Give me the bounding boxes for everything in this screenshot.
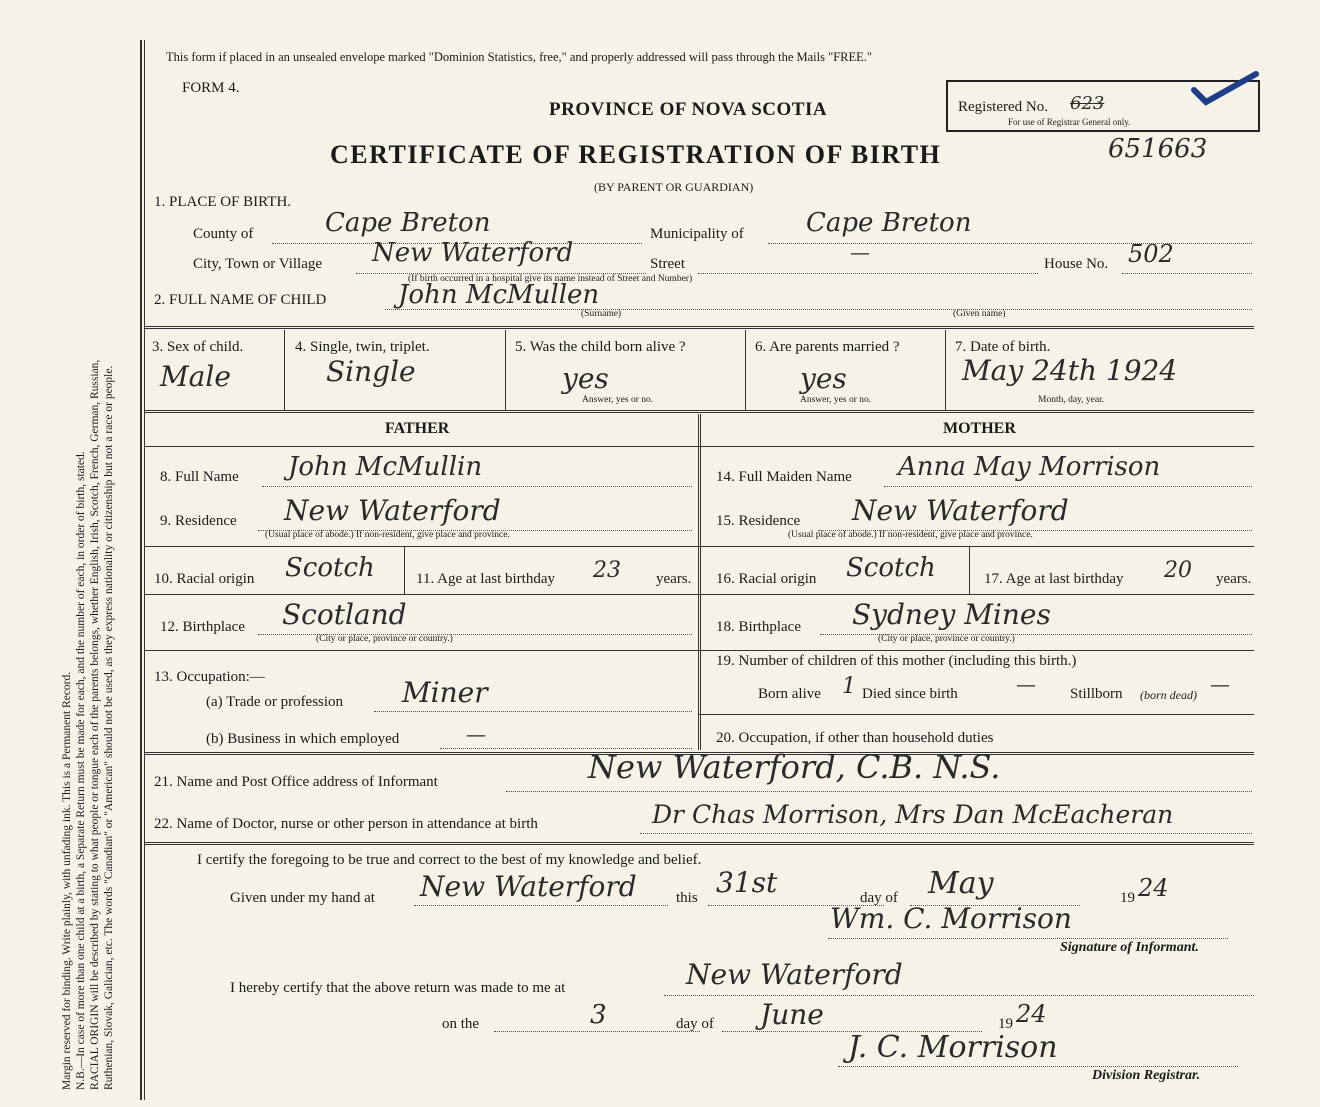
city-value: New Waterford bbox=[372, 238, 574, 268]
mother-race-label: 16. Racial origin bbox=[716, 571, 817, 587]
father-occupation-label: 13. Occupation:— bbox=[154, 669, 265, 685]
registrar-on-label: on the bbox=[442, 1016, 480, 1032]
born-alive-value: yes bbox=[562, 362, 609, 395]
informant-signature-label: Signature of Informant. bbox=[1060, 940, 1199, 955]
father-heading: FATHER bbox=[385, 420, 450, 437]
handwritten-registration-number: 651663 bbox=[1108, 134, 1208, 164]
stillborn-value: — bbox=[1210, 672, 1230, 696]
divider bbox=[144, 410, 1254, 413]
house-number-value: 502 bbox=[1128, 240, 1174, 268]
mother-name-value: Anna May Morrison bbox=[898, 452, 1161, 482]
business-value: — bbox=[466, 722, 486, 746]
father-residence-value: New Waterford bbox=[284, 494, 501, 527]
sex-label: 3. Sex of child. bbox=[152, 339, 244, 355]
margin-line-1: Margin reserved for binding. Write plainly, with unfading ink. This is a Permanent Record. bbox=[61, 671, 73, 1090]
margin-instructions bbox=[60, 10, 116, 1090]
child-name-label: 2. FULL NAME OF CHILD bbox=[154, 292, 327, 308]
parents-married-value: yes bbox=[800, 362, 847, 395]
child-name-value: John McMullen bbox=[398, 280, 600, 310]
municipality-label: Municipality of bbox=[650, 226, 744, 242]
informant-signature: Wm. C. Morrison bbox=[830, 902, 1072, 935]
registrar-place-value: New Waterford bbox=[686, 958, 903, 991]
mother-age-value: 20 bbox=[1164, 558, 1192, 583]
business-label: (b) Business in which employed bbox=[206, 731, 400, 747]
given-name-note: (Given name) bbox=[953, 309, 1006, 319]
county-value: Cape Breton bbox=[325, 208, 491, 238]
certify-text: I certify the foregoing to be true and correct to the best of my knowledge and belief. bbox=[197, 852, 702, 868]
street-label: Street bbox=[650, 256, 685, 272]
registrar-month-value: June bbox=[760, 998, 824, 1031]
house-number-label: House No. bbox=[1044, 256, 1109, 272]
parents-married-label: 6. Are parents married ? bbox=[755, 339, 900, 355]
plurality-label: 4. Single, twin, triplet. bbox=[295, 339, 430, 355]
mail-notice: This form if placed in an unsealed envelope marked "Dominion Statistics, free," and properly addressed will pass through the Mails "FREE." bbox=[166, 50, 873, 64]
mother-birthplace-label: 18. Birthplace bbox=[716, 619, 801, 635]
registered-label: Registered No. bbox=[958, 99, 1048, 115]
place-of-birth-label: 1. PLACE OF BIRTH. bbox=[154, 194, 292, 210]
municipality-value: Cape Breton bbox=[806, 208, 972, 238]
father-birthplace-label: 12. Birthplace bbox=[160, 619, 245, 635]
page-subtitle: (BY PARENT OR GUARDIAN) bbox=[594, 180, 754, 194]
margin-rule-inner bbox=[144, 40, 145, 1100]
doctor-value: Dr Chas Morrison, Mrs Dan McEacheran bbox=[652, 800, 1174, 829]
margin-line-2: N.B.—In case of more than one child at a birth, a Separate Return must be made for each, and the number of each, in order of birth, stated. bbox=[75, 451, 87, 1090]
died-value: — bbox=[1016, 672, 1036, 696]
father-name-label: 8. Full Name bbox=[160, 469, 239, 485]
check-mark-icon bbox=[1190, 68, 1260, 108]
born-alive-note: Answer, yes or no. bbox=[582, 395, 654, 405]
province-heading: PROVINCE OF NOVA SCOTIA bbox=[549, 99, 828, 120]
doctor-label: 22. Name of Doctor, nurse or other person in attendance at birth bbox=[154, 816, 538, 832]
mother-residence-value: New Waterford bbox=[852, 494, 1069, 527]
mother-race-value: Scotch bbox=[846, 553, 936, 583]
parents-married-note: Answer, yes or no. bbox=[800, 395, 872, 405]
father-residence-note: (Usual place of abode.) If non-resident, give place and province. bbox=[265, 530, 510, 540]
given-label: Given under my hand at bbox=[230, 890, 375, 906]
father-age-label: 11. Age at last birthday bbox=[416, 571, 555, 587]
registrar-signature: J. C. Morrison bbox=[848, 1030, 1058, 1065]
mother-heading: MOTHER bbox=[943, 420, 1016, 437]
divider bbox=[144, 842, 1254, 845]
street-value: — bbox=[850, 240, 870, 264]
registrar-signature-label: Division Registrar. bbox=[1092, 1068, 1201, 1083]
mother-residence-note: (Usual place of abode.) If non-resident, give place and province. bbox=[788, 530, 1033, 540]
trade-label: (a) Trade or profession bbox=[206, 694, 344, 710]
mother-occupation-label: 20. Occupation, if other than household duties bbox=[716, 730, 994, 746]
father-race-label: 10. Racial origin bbox=[154, 571, 255, 587]
informant-value: New Waterford, C.B. N.S. bbox=[588, 748, 1001, 786]
margin-line-4: Ruthenian, Slovak, Galician, etc. The words "Canadian" or "American" should not be used, as they express nationality or citizenship but not a race or people. bbox=[103, 365, 115, 1090]
stillborn-note: (born dead) bbox=[1140, 688, 1197, 702]
surname-note: (Surname) bbox=[581, 309, 622, 319]
informant-label: 21. Name and Post Office address of Informant bbox=[154, 774, 438, 790]
this-label: this bbox=[676, 890, 698, 906]
mother-years-label: years. bbox=[1216, 571, 1252, 587]
county-label: County of bbox=[193, 226, 254, 242]
margin-line-3: RACIAL ORIGIN will be described by stating to what people or tongue each of the parents belongs, whether English, Irish, Scotch, French, German, Russian, bbox=[89, 359, 101, 1090]
given-year-value: 24 bbox=[1138, 874, 1169, 902]
father-birthplace-value: Scotland bbox=[282, 598, 407, 631]
divider bbox=[144, 326, 1254, 329]
father-race-value: Scotch bbox=[285, 553, 375, 583]
given-day-value: 31st bbox=[716, 866, 778, 899]
given-dayof-label: day of bbox=[860, 890, 898, 906]
given-month-value: May bbox=[928, 866, 994, 901]
given-year-prefix: 19 bbox=[1120, 890, 1135, 906]
mother-name-label: 14. Full Maiden Name bbox=[716, 469, 852, 485]
registrar-year-prefix: 19 bbox=[998, 1016, 1013, 1032]
born-alive-count-value: 1 bbox=[842, 674, 856, 699]
hospital-note: (If birth occurred in a hospital give its name instead of Street and Number) bbox=[408, 274, 693, 284]
father-years-label: years. bbox=[656, 571, 692, 587]
registrar-day-value: 3 bbox=[590, 1000, 607, 1030]
margin-rule bbox=[140, 40, 142, 1100]
registrar-text: I hereby certify that the above return was made to me at bbox=[230, 980, 566, 996]
mother-birthplace-value: Sydney Mines bbox=[852, 598, 1051, 631]
form-number: FORM 4. bbox=[182, 80, 240, 96]
city-label: City, Town or Village bbox=[193, 256, 323, 272]
father-residence-label: 9. Residence bbox=[160, 513, 237, 529]
sex-value: Male bbox=[160, 360, 231, 393]
father-name-value: John McMullin bbox=[288, 452, 483, 482]
mother-birthplace-note: (City or place, province or country.) bbox=[878, 634, 1015, 644]
died-label: Died since birth bbox=[862, 686, 958, 702]
dob-label: 7. Date of birth. bbox=[955, 339, 1051, 355]
father-birthplace-note: (City or place, province or country.) bbox=[316, 634, 453, 644]
page-title: CERTIFICATE OF REGISTRATION OF BIRTH bbox=[330, 140, 942, 169]
registrar-dayof-label: day of bbox=[676, 1016, 714, 1032]
children-count-label: 19. Number of children of this mother (including this birth.) bbox=[716, 653, 1077, 669]
registrar-use-note: For use of Registrar General only. bbox=[1008, 117, 1131, 127]
trade-value: Miner bbox=[402, 676, 488, 709]
mother-residence-label: 15. Residence bbox=[716, 513, 801, 529]
registrar-year-value: 24 bbox=[1016, 1000, 1047, 1028]
mother-age-label: 17. Age at last birthday bbox=[984, 571, 1124, 587]
given-place-value: New Waterford bbox=[420, 870, 637, 903]
dob-value: May 24th 1924 bbox=[962, 354, 1178, 387]
registered-struck-number: 623 bbox=[1070, 93, 1105, 114]
plurality-value: Single bbox=[326, 355, 416, 388]
father-age-value: 23 bbox=[593, 558, 621, 583]
stillborn-label: Stillborn bbox=[1070, 686, 1123, 702]
dob-note: Month, day, year. bbox=[1038, 395, 1105, 405]
born-alive-count-label: Born alive bbox=[758, 686, 821, 702]
born-alive-label: 5. Was the child born alive ? bbox=[515, 339, 686, 355]
